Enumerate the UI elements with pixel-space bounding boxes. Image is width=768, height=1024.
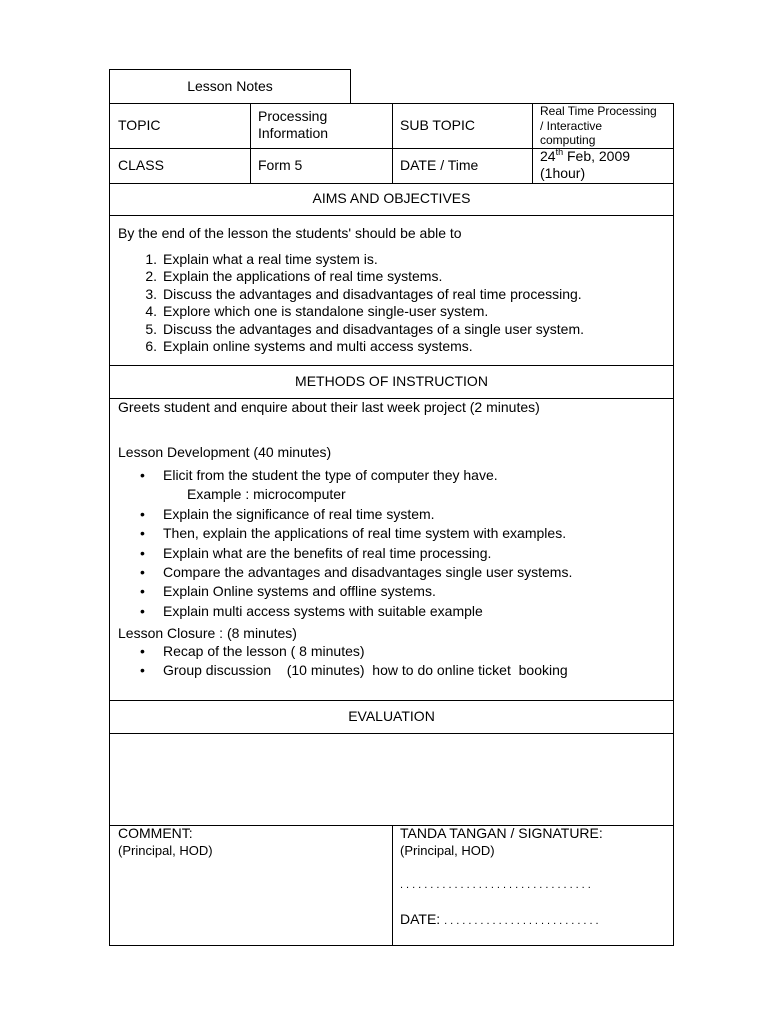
row-divider	[109, 365, 674, 366]
topic-value-line1: Processing	[258, 108, 328, 124]
subtopic-value-line1: Real Time Processing	[540, 104, 657, 118]
bullet-icon: •	[140, 563, 145, 580]
greeting-text: Greets student and enquire about their last week project (2 minutes)	[118, 399, 540, 415]
bullet-icon: •	[140, 544, 145, 561]
class-label: CLASS	[118, 157, 164, 173]
list-item: • Explain Online systems and offline systems.	[163, 582, 572, 601]
date-rest: Feb, 2009	[563, 148, 631, 164]
date-value	[540, 148, 630, 165]
topic-label: TOPIC	[118, 117, 161, 133]
row-divider	[109, 215, 674, 216]
comment-label: COMMENT:	[118, 825, 193, 841]
list-item: • Explain what are the benefits of real time processing.	[163, 544, 572, 563]
development-title: Lesson Development (40 minutes)	[118, 444, 332, 460]
closure-title: Lesson Closure : (8 minutes)	[118, 625, 297, 641]
subtopic-value-line3: computing	[540, 133, 596, 147]
list-item: • Explain multi access systems with suitable example	[163, 602, 572, 621]
class-value: Form 5	[258, 157, 303, 173]
aims-heading: AIMS AND OBJECTIVES	[312, 190, 471, 206]
time-value: (1hour)	[540, 165, 586, 181]
signature-sub: (Principal, HOD)	[400, 843, 495, 858]
date-day: 24	[540, 148, 556, 164]
list-item: 6. Explain online systems and multi access systems.	[145, 337, 473, 354]
bullet-icon: •	[140, 505, 145, 522]
col-divider	[250, 103, 251, 183]
row-divider	[109, 700, 674, 701]
list-item: 4. Explore which one is standalone single-user system.	[145, 303, 489, 320]
col-divider	[392, 825, 393, 946]
subtopic-label: SUB TOPIC	[400, 117, 475, 133]
list-item: 2. Explain the applications of real time systems.	[145, 268, 443, 285]
list-item: • Then, explain the applications of real time system with examples.	[163, 524, 572, 543]
methods-heading: METHODS OF INSTRUCTION	[295, 373, 488, 389]
list-item: • Compare the advantages and disadvantages single user systems.	[163, 563, 572, 582]
subtopic-value-line2: / Interactive	[540, 119, 603, 133]
aims-intro: By the end of the lesson the students' should be able to	[118, 225, 462, 241]
development-list	[140, 466, 573, 621]
example-line: Example : microcomputer	[187, 486, 346, 503]
footer-date-line: ..........................	[444, 915, 602, 927]
date-suffix: th	[555, 147, 564, 157]
signature-line: ................................	[400, 879, 594, 891]
aims-list	[136, 251, 584, 355]
signature-label: TANDA TANGAN / SIGNATURE:	[400, 825, 603, 841]
comment-sub: (Principal, HOD)	[118, 843, 213, 858]
bullet-icon: •	[140, 602, 145, 619]
list-item: 3. Discuss the advantages and disadvantages of real time processing.	[145, 285, 582, 302]
list-item: • Elicit from the student the type of computer they have.	[163, 466, 572, 485]
row-divider	[109, 733, 674, 734]
col-divider	[532, 103, 533, 183]
bullet-icon: •	[140, 583, 145, 600]
bullet-icon: •	[140, 662, 145, 679]
date-label: DATE / Time	[400, 157, 479, 173]
bullet-icon: •	[140, 643, 145, 659]
bullet-icon: •	[140, 525, 145, 542]
list-item: • Explain the significance of real time system.	[163, 505, 572, 524]
list-item: • Recap of the lesson ( 8 minutes)	[163, 642, 568, 661]
closure-list	[140, 642, 568, 681]
evaluation-heading: EVALUATION	[348, 708, 435, 724]
footer-date-label: DATE:	[400, 911, 441, 927]
list-item: 1. Explain what a real time system is.	[145, 251, 378, 267]
bullet-icon: •	[140, 467, 145, 483]
footer-date	[400, 911, 602, 930]
row-divider	[109, 183, 674, 184]
lesson-notes-title: Lesson Notes	[187, 78, 273, 94]
col-divider	[392, 103, 393, 183]
list-item: 5. Discuss the advantages and disadvantages of a single user system.	[145, 320, 585, 337]
list-item: • Group discussion (10 minutes) how to do online ticket booking	[163, 661, 568, 680]
topic-value-line2: Information	[258, 125, 329, 141]
